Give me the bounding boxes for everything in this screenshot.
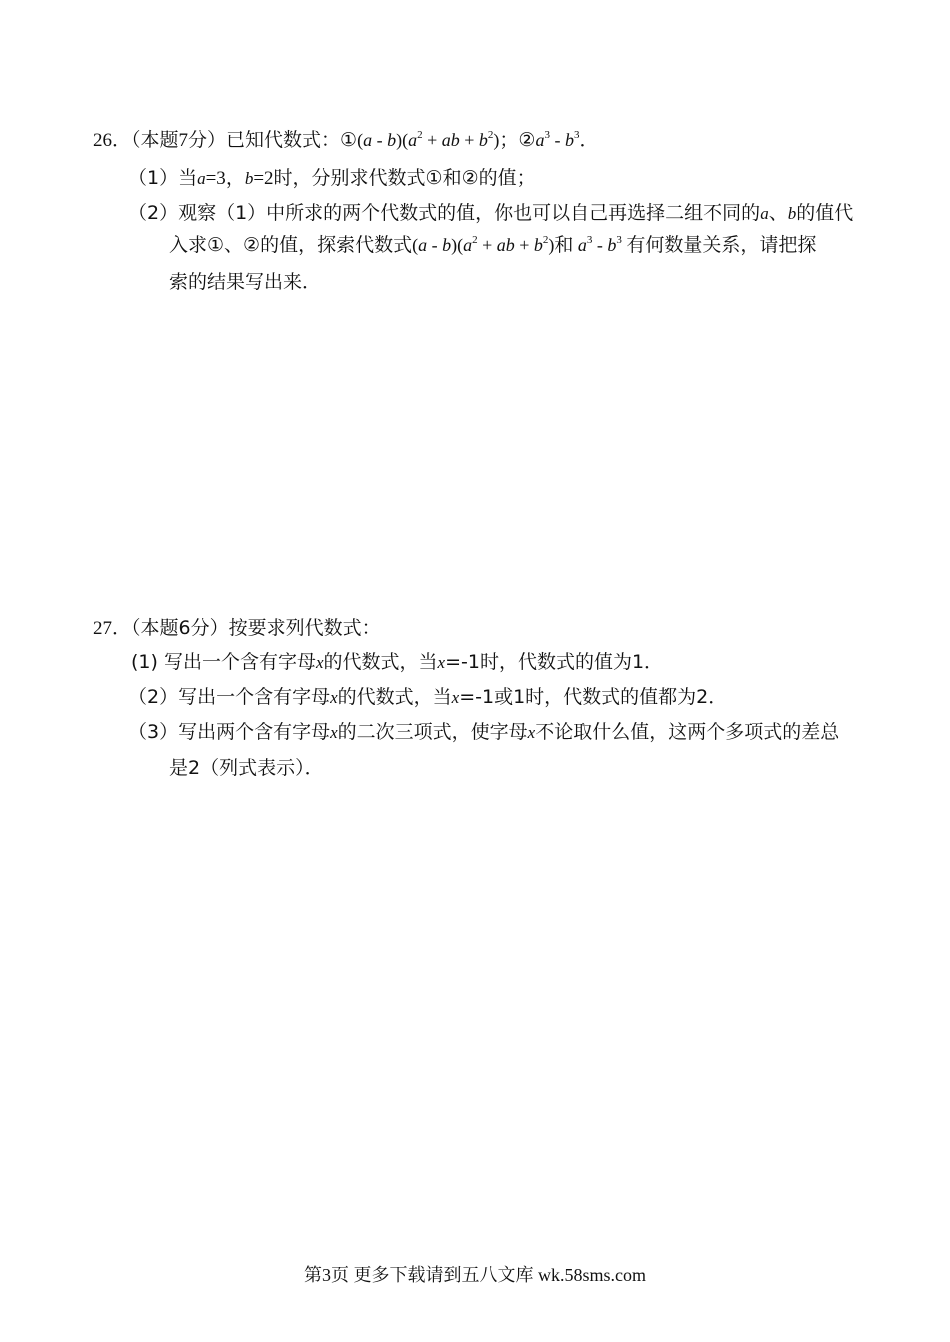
q27-part3-line1: （3）写出两个含有字母x的二次三项式，使字母x不论取什么值，这两个多项式的差总 <box>128 721 840 743</box>
q26-number: 26． <box>93 130 132 151</box>
q26-part1: （1）当a=3，b=2时，分别求代数式①和②的值； <box>128 167 536 189</box>
q26-expression-1: $(a - b)(a^2$ + ab + $b^2$) <box>357 129 500 150</box>
q27-part1: (1) 写出一个含有字母x的代数式，当x=-1时，代数式的值为1． <box>131 651 664 673</box>
q26-part2-line2: 入求①、②的值，探索代数式$(a - b)(a^2$ + ab + $b^2$)和 $a^3 - b^3$ 有何数量关系，请把探 <box>169 234 817 256</box>
q27-part3-line2: 是2（列式表示）． <box>169 757 324 779</box>
q26-part2-line3: 索的结果写出来． <box>169 271 322 293</box>
q26-expression-2: $a^3 - b^3$ <box>535 129 580 150</box>
q26-expression-2-inline: $a^3 - b^3$ <box>577 234 622 255</box>
q26-header: 26．（本题7分）已知代数式：①(a - $b)(a^2$ + ab + $b^2$)；$②a^3 - b^3$． <box>93 129 599 151</box>
q27-header: 27．（本题6分）按要求列代数式： <box>93 617 381 639</box>
q26-part2-line1: （2）观察（1）中所求的两个代数式的值，你也可以自己再选择二组不同的a、b的值代 <box>128 202 854 224</box>
q26-expression-1-inline: $(a - b)(a^2$ + ab + $b^2$) <box>412 234 555 255</box>
q27-part2: （2）写出一个含有字母x的代数式，当x=-1或1时，代数式的值都为2． <box>128 686 728 708</box>
page-footer: 第3页 更多下载请到五八文库 wk.58sms.com <box>304 1265 646 1285</box>
q27-number: 27． <box>93 618 132 639</box>
